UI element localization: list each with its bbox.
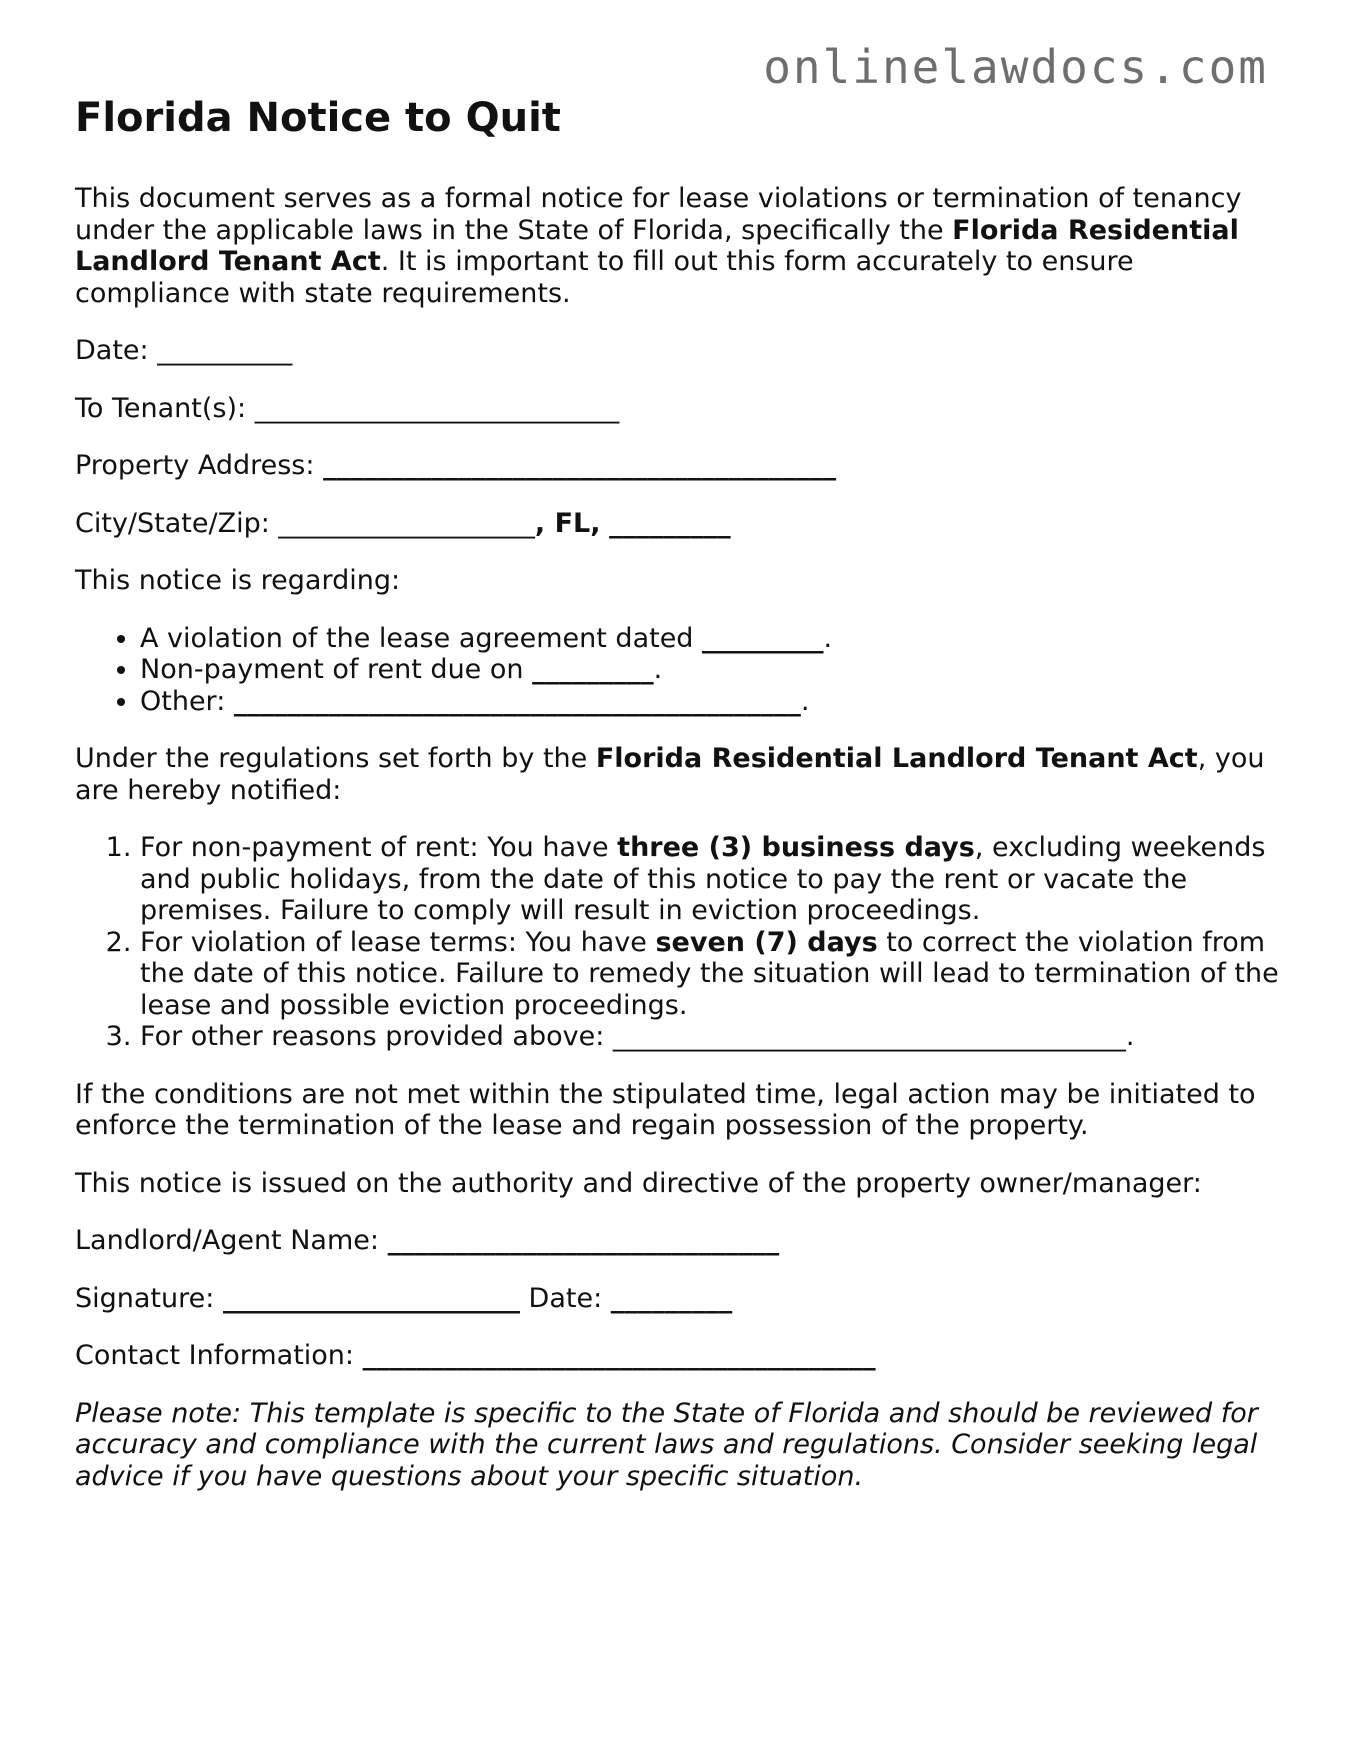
tenants-blank[interactable]: ___________________________: [254, 392, 620, 424]
regarding-item-end: .: [823, 622, 833, 654]
intro-act-name: Florida Residential Landlord Tenant Act: [75, 214, 1239, 277]
contact-blank[interactable]: ______________________________________: [362, 1340, 876, 1371]
document-page: [75, 96, 1285, 1518]
term-text-before: For violation of lease terms: You have: [140, 926, 656, 958]
regarding-item-text: A violation of the lease agreement dated: [140, 622, 703, 654]
state-text: , FL,: [534, 507, 601, 539]
authority-paragraph: This notice is issued on the authority and directive of the property owner/manager:: [75, 1167, 1202, 1199]
regarding-label: This notice is regarding:: [75, 565, 401, 596]
regarding-item-end: .: [653, 654, 663, 685]
intro-text-2: . It is important to fill out this form accurately to ensure compliance with state requirements.: [75, 246, 1134, 309]
signature-label: Signature:: [75, 1282, 215, 1314]
city-state-zip-field: [75, 508, 1285, 540]
city-label: City/State/Zip:: [75, 507, 270, 539]
conditions-paragraph: If the conditions are not met within the stipulated time, legal action may be initiated to enforce the termination of the lease and regain possession of the property.: [75, 1078, 1256, 1141]
rent-due-blank[interactable]: _________: [532, 654, 654, 685]
list-item: [140, 623, 1285, 655]
zip-blank[interactable]: _________: [609, 507, 731, 539]
contact-label: Contact Information:: [75, 1340, 355, 1371]
regarding-list: [75, 623, 1285, 718]
term-text-after: to correct the violation from the date of this notice. Failure to remedy the situation will lead to termination of the lease and possible eviction proceedings.: [140, 926, 1279, 1021]
list-item: [140, 1021, 1285, 1053]
term-text-before: For non-payment of rent: You have: [140, 832, 618, 863]
intro-paragraph: [75, 183, 1285, 309]
other-reasons-blank[interactable]: ______________________________________.: [612, 1021, 1135, 1052]
term-text-before: For other reasons provided above:: [140, 1021, 613, 1052]
regarding-item-end: .: [800, 685, 810, 717]
lease-date-blank[interactable]: _________: [702, 622, 824, 654]
list-item: [140, 654, 1285, 686]
term-deadline: three (3) business days: [617, 832, 975, 863]
disclaimer-note: Please note: This template is specific to the State of Florida and should be reviewed for accuracy and compliance with the current laws and regulations. Consider seeking legal advice if you have questions about your specific situation.: [75, 1397, 1258, 1492]
other-reason-blank[interactable]: __________________________________________: [233, 685, 801, 717]
agent-blank[interactable]: _____________________________: [387, 1225, 780, 1256]
list-item: [140, 927, 1285, 1022]
signature-date-label: Date:: [528, 1282, 603, 1314]
regulations-text-2: , you are hereby notified:: [75, 743, 1265, 806]
regulations-act-name: Florida Residential Landlord Tenant Act: [595, 743, 1198, 774]
date-blank[interactable]: __________: [157, 335, 293, 366]
regarding-item-text: Other:: [140, 685, 234, 717]
address-blank[interactable]: ______________________________________: [323, 450, 837, 481]
agent-label: Landlord/Agent Name:: [75, 1225, 379, 1256]
list-item: [140, 832, 1285, 927]
agent-name-field: [75, 1225, 1285, 1257]
address-label: Property Address:: [75, 450, 315, 481]
term-deadline: seven (7) days: [655, 926, 878, 958]
document-title: Florida Notice to Quit: [75, 95, 561, 141]
intro-text-1: This document serves as a formal notice for lease violations or termination of tenancy under the applicable laws in the State of Florida, specifically the: [75, 183, 1242, 246]
date-field: [75, 335, 1285, 367]
tenants-field: [75, 393, 1285, 425]
signature-date-blank[interactable]: _________: [610, 1282, 733, 1314]
list-item: [140, 686, 1285, 718]
contact-field: [75, 1340, 1285, 1372]
signature-field: [75, 1283, 1285, 1315]
regarding-item-text: Non-payment of rent due on: [140, 654, 533, 685]
date-label: Date:: [75, 335, 149, 366]
address-field: [75, 450, 1285, 482]
tenants-label: To Tenant(s):: [75, 392, 247, 424]
terms-list: [75, 832, 1285, 1053]
signature-blank[interactable]: ______________________: [222, 1282, 520, 1314]
term-text-after: , excluding weekends and public holidays, from the date of this notice to pay the rent or vacate the premises. Failure to comply will result in eviction proceedings.: [140, 832, 1266, 926]
site-watermark: onlinelawdocs.com: [763, 40, 1268, 94]
regulations-text-1: Under the regulations set forth by the: [75, 743, 596, 774]
regulations-paragraph: [75, 743, 1285, 806]
city-blank[interactable]: ___________________: [278, 507, 535, 539]
